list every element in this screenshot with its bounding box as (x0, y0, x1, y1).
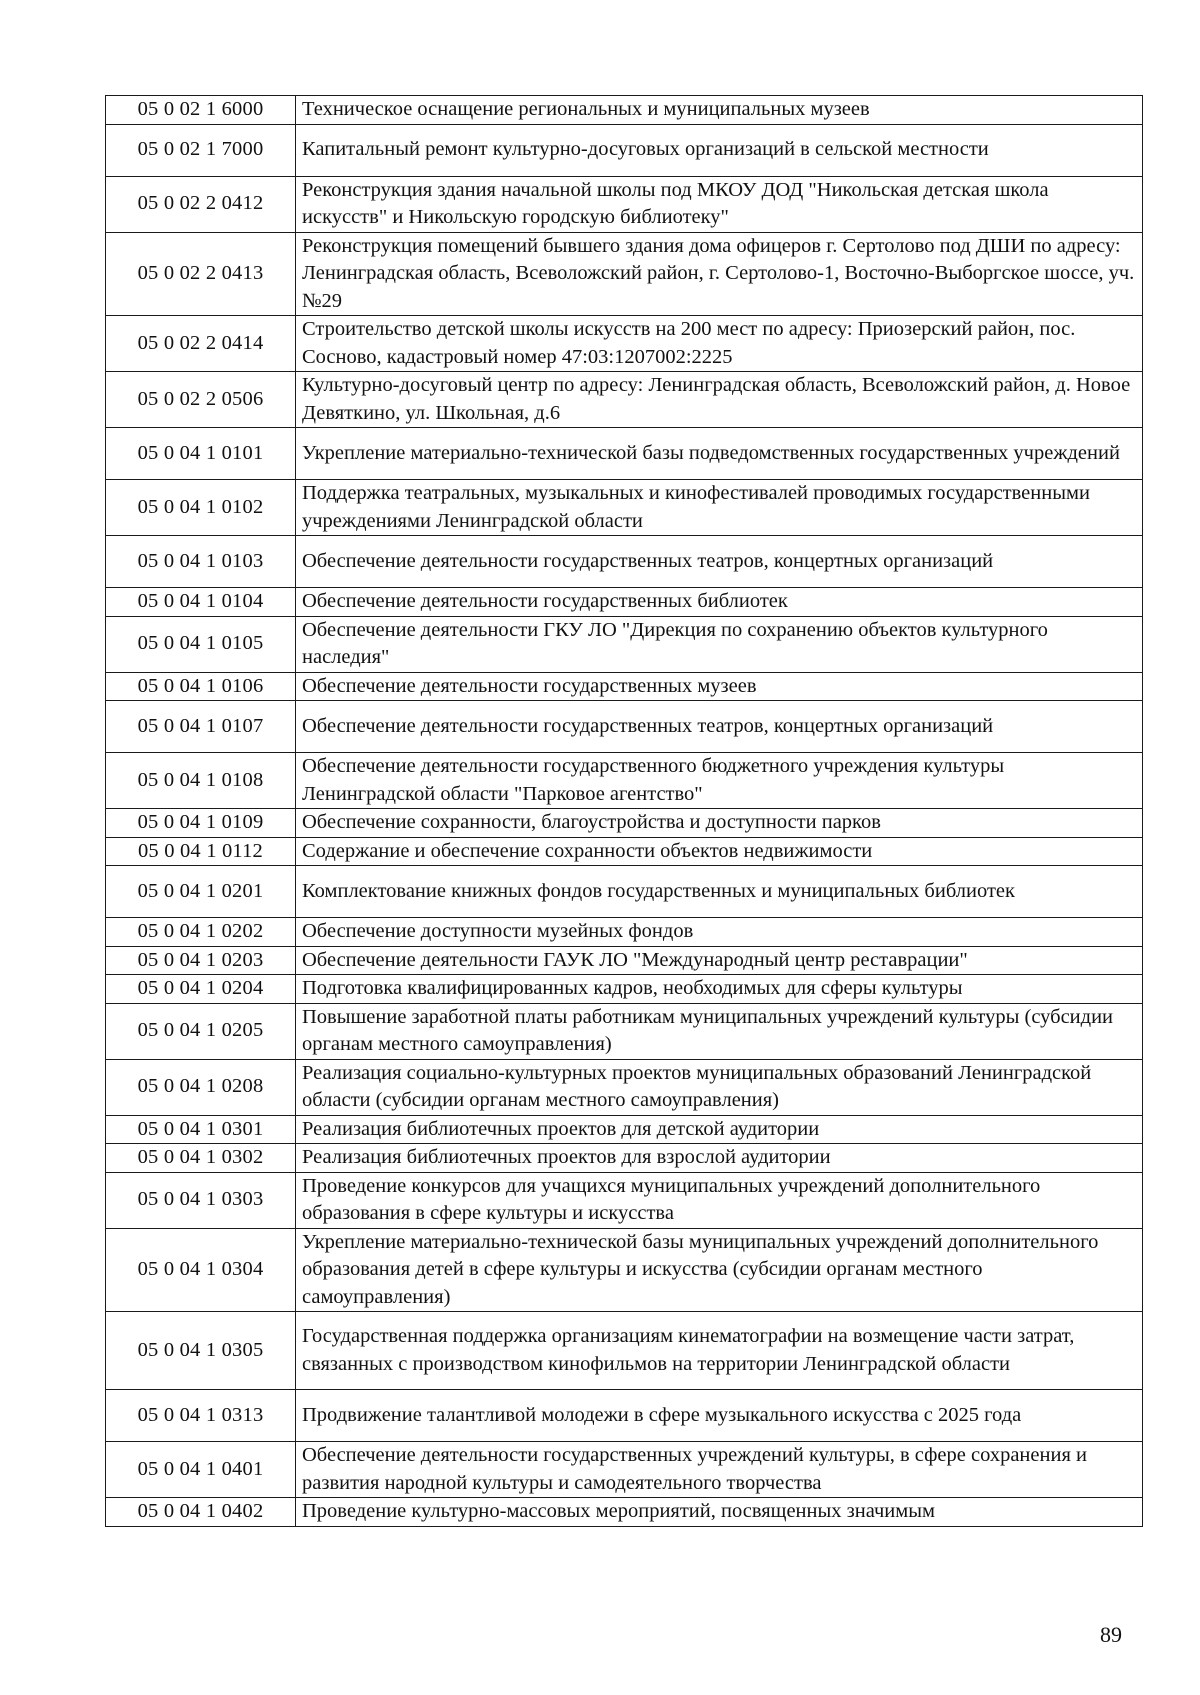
row-code: 05 0 04 1 0302 (106, 1144, 296, 1173)
row-code: 05 0 04 1 0108 (106, 753, 296, 809)
page-number: 89 (1100, 1622, 1122, 1647)
table-row (106, 428, 1143, 480)
table-row (106, 232, 1143, 316)
table-row (106, 96, 1143, 125)
row-description: Культурно-досуговый центр по адресу: Ленинградская область, Всеволожский район, д. Новое Девяткино, ул. Школьная, д.6 (296, 372, 1143, 428)
table-row (106, 124, 1143, 176)
row-code: 05 0 04 1 0104 (106, 588, 296, 617)
table-row (106, 1059, 1143, 1115)
row-code: 05 0 04 1 0304 (106, 1228, 296, 1312)
table-row (106, 1172, 1143, 1228)
row-description: Реализация социально-культурных проектов муниципальных образований Ленинградской области (субсидии органам местного самоуправления) (296, 1059, 1143, 1115)
row-description: Обеспечение деятельности государственных библиотек (296, 588, 1143, 617)
row-description: Обеспечение деятельности государственных театров, концертных организаций (296, 701, 1143, 753)
row-description: Государственная поддержка организациям кинематографии на возмещение части затрат, связанных с производством кинофильмов на территории Ленинградской области (296, 1312, 1143, 1390)
table-row (106, 701, 1143, 753)
row-description: Обеспечение деятельности ГКУ ЛО "Дирекция по сохранению объектов культурного наследия" (296, 616, 1143, 672)
table-row (106, 1115, 1143, 1144)
row-code: 05 0 04 1 0107 (106, 701, 296, 753)
table-row (106, 536, 1143, 588)
row-code: 05 0 04 1 0313 (106, 1390, 296, 1442)
row-description: Обеспечение сохранности, благоустройства и доступности парков (296, 809, 1143, 838)
row-code: 05 0 04 1 0202 (106, 918, 296, 947)
row-description: Реализация библиотечных проектов для детской аудитории (296, 1115, 1143, 1144)
row-description: Комплектование книжных фондов государственных и муниципальных библиотек (296, 866, 1143, 918)
row-code: 05 0 04 1 0102 (106, 480, 296, 536)
table-row (106, 1390, 1143, 1442)
table-row (106, 975, 1143, 1004)
table-row (106, 672, 1143, 701)
row-code: 05 0 02 1 7000 (106, 124, 296, 176)
row-description: Обеспечение доступности музейных фондов (296, 918, 1143, 947)
row-description: Проведение культурно-массовых мероприятий, посвященных значимым (296, 1498, 1143, 1527)
row-code: 05 0 04 1 0112 (106, 837, 296, 866)
row-description: Обеспечение деятельности ГАУК ЛО "Международный центр реставрации" (296, 946, 1143, 975)
row-code: 05 0 04 1 0303 (106, 1172, 296, 1228)
row-code: 05 0 04 1 0109 (106, 809, 296, 838)
row-code: 05 0 02 2 0414 (106, 316, 296, 372)
table-row (106, 1144, 1143, 1173)
budget-classification-table (105, 95, 1143, 1527)
table-row (106, 1003, 1143, 1059)
row-description: Обеспечение деятельности государственных театров, концертных организаций (296, 536, 1143, 588)
table-row (106, 1312, 1143, 1390)
row-description: Продвижение талантливой молодежи в сфере музыкального искусства с 2025 года (296, 1390, 1143, 1442)
row-description: Обеспечение деятельности государственных учреждений культуры, в сфере сохранения и развития народной культуры и самодеятельного творчества (296, 1442, 1143, 1498)
row-code: 05 0 04 1 0402 (106, 1498, 296, 1527)
table-row (106, 1442, 1143, 1498)
table-row (106, 809, 1143, 838)
row-description: Капитальный ремонт культурно-досуговых организаций в сельской местности (296, 124, 1143, 176)
row-code: 05 0 04 1 0203 (106, 946, 296, 975)
row-description: Подготовка квалифицированных кадров, необходимых для сферы культуры (296, 975, 1143, 1004)
table-row (106, 176, 1143, 232)
table-row (106, 588, 1143, 617)
row-code: 05 0 04 1 0105 (106, 616, 296, 672)
row-code: 05 0 02 2 0413 (106, 232, 296, 316)
table-row (106, 372, 1143, 428)
row-code: 05 0 04 1 0204 (106, 975, 296, 1004)
row-code: 05 0 04 1 0101 (106, 428, 296, 480)
row-description: Поддержка театральных, музыкальных и кинофестивалей проводимых государственными учреждениями Ленинградской области (296, 480, 1143, 536)
row-description: Укрепление материально-технической базы подведомственных государственных учреждений (296, 428, 1143, 480)
row-description: Проведение конкурсов для учащихся муниципальных учреждений дополнительного образования в сфере культуры и искусства (296, 1172, 1143, 1228)
row-code: 05 0 04 1 0205 (106, 1003, 296, 1059)
table-row (106, 616, 1143, 672)
row-code: 05 0 04 1 0103 (106, 536, 296, 588)
row-code: 05 0 04 1 0301 (106, 1115, 296, 1144)
row-code: 05 0 04 1 0305 (106, 1312, 296, 1390)
table-row (106, 918, 1143, 947)
row-description: Реализация библиотечных проектов для взрослой аудитории (296, 1144, 1143, 1173)
row-description: Реконструкция здания начальной школы под МКОУ ДОД "Никольская детская школа искусств" и Никольскую городскую библиотеку" (296, 176, 1143, 232)
table-row (106, 753, 1143, 809)
table-body (106, 96, 1143, 1527)
row-description: Содержание и обеспечение сохранности объектов недвижимости (296, 837, 1143, 866)
row-description: Укрепление материально-технической базы муниципальных учреждений дополнительного образования детей в сфере культуры и искусства (субсидии органам местного самоуправления) (296, 1228, 1143, 1312)
row-code: 05 0 02 1 6000 (106, 96, 296, 125)
row-description: Строительство детской школы искусств на 200 мест по адресу: Приозерский район, пос. Сосново, кадастровый номер 47:03:1207002:2225 (296, 316, 1143, 372)
row-code: 05 0 04 1 0208 (106, 1059, 296, 1115)
table-row (106, 1228, 1143, 1312)
row-code: 05 0 04 1 0401 (106, 1442, 296, 1498)
table-row (106, 480, 1143, 536)
row-code: 05 0 04 1 0106 (106, 672, 296, 701)
row-code: 05 0 02 2 0412 (106, 176, 296, 232)
table-row (106, 1498, 1143, 1527)
row-description: Обеспечение деятельности государственных музеев (296, 672, 1143, 701)
table-row (106, 866, 1143, 918)
row-description: Повышение заработной платы работникам муниципальных учреждений культуры (субсидии органам местного самоуправления) (296, 1003, 1143, 1059)
row-description: Техническое оснащение региональных и муниципальных музеев (296, 96, 1143, 125)
table-row (106, 837, 1143, 866)
row-description: Реконструкция помещений бывшего здания дома офицеров г. Сертолово под ДШИ по адресу: Ленинградская область, Всеволожский район, г. Сертолово-1, Восточно-Выборгское шоссе, уч.№29 (296, 232, 1143, 316)
row-description: Обеспечение деятельности государственного бюджетного учреждения культуры Ленинградской области "Парковое агентство" (296, 753, 1143, 809)
table-row (106, 946, 1143, 975)
row-code: 05 0 02 2 0506 (106, 372, 296, 428)
row-code: 05 0 04 1 0201 (106, 866, 296, 918)
table-row (106, 316, 1143, 372)
